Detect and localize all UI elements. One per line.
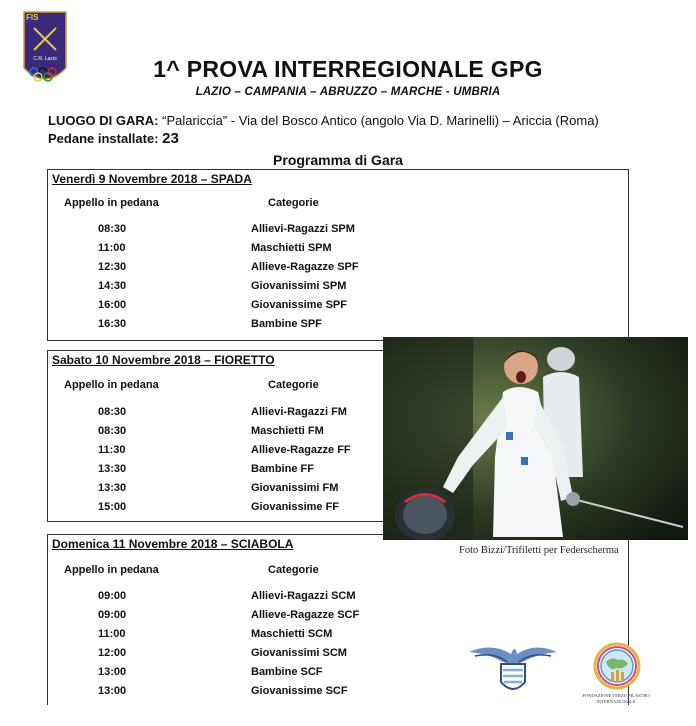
row-category: Giovanissime FF	[251, 501, 340, 513]
col-head-time: Appello in pedana	[64, 197, 159, 209]
fondazione-text: FONDAZIONE TERZO PILASTRO INTERNAZIONALE	[582, 693, 650, 704]
row-time: 13:30	[98, 482, 127, 494]
row-category: Allievi-Ragazzi SPM	[251, 223, 355, 235]
row-category: Maschietti SCM	[251, 628, 333, 640]
row-time: 13:00	[98, 666, 127, 678]
row-category: Giovanissimi SPM	[251, 280, 347, 292]
row-category: Giovanissimi SCM	[251, 647, 347, 659]
row-time: 08:30	[98, 223, 127, 235]
row-time: 08:30	[98, 406, 127, 418]
programma-title: Programma di Gara	[273, 152, 403, 168]
page-subtitle: LAZIO – CAMPANIA – ABRUZZO – MARCHE - UMBRIA	[195, 86, 501, 98]
row-time: 15:00	[98, 501, 127, 513]
row-category: Allievi-Ragazzi SCM	[251, 590, 356, 602]
row-category: Giovanissimi FM	[251, 482, 339, 494]
photo-caption: Foto Bizzi/Trifiletti per Federscherma	[459, 545, 619, 556]
row-category: Bambine FF	[251, 463, 314, 475]
venue-line	[48, 113, 599, 128]
fencer-photo-illustration	[383, 337, 688, 540]
row-category: Bambine SCF	[251, 666, 323, 678]
fencer-photo	[383, 337, 688, 540]
row-time: 09:00	[98, 590, 127, 602]
row-category: Maschietti FM	[251, 425, 324, 437]
row-category: Allievi-Ragazzi FM	[251, 406, 347, 418]
row-time: 13:30	[98, 463, 127, 475]
venue-label: LUOGO DI GARA:	[48, 113, 159, 128]
col-head-category: Categorie	[268, 564, 319, 576]
pedane-line	[48, 130, 179, 147]
day-header: Venerdì 9 Novembre 2018 – SPADA	[52, 172, 252, 186]
fis-logo-text: FIS	[26, 13, 39, 22]
row-category: Allieve-Ragazze SPF	[251, 261, 359, 273]
col-head-time: Appello in pedana	[64, 379, 159, 391]
row-category: Bambine SPF	[251, 318, 322, 330]
day-header: Sabato 10 Novembre 2018 – FIORETTO	[52, 353, 275, 367]
col-head-time: Appello in pedana	[64, 564, 159, 576]
venue-value: “Palariccia” - Via del Bosco Antico (angolo Via D. Marinelli) – Ariccia (Roma)	[162, 113, 599, 128]
pedane-label: Pedane installate:	[48, 131, 159, 146]
eagle-logo	[467, 640, 559, 698]
col-head-category: Categorie	[268, 379, 319, 391]
day-header: Domenica 11 Novembre 2018 – SCIABOLA	[52, 537, 294, 551]
row-time: 16:00	[98, 299, 127, 311]
day-box-spada	[47, 169, 629, 341]
pedane-value: 23	[162, 130, 179, 147]
row-time: 13:00	[98, 685, 127, 697]
row-time: 08:30	[98, 425, 127, 437]
row-category: Allieve-Ragazze SCF	[251, 609, 360, 621]
row-time: 09:00	[98, 609, 127, 621]
row-category: Giovanissime SCF	[251, 685, 348, 697]
row-time: 12:30	[98, 261, 127, 273]
page-title: 1^ PROVA INTERREGIONALE GPG	[153, 56, 543, 82]
fis-logo-label: C.R. Lazio	[33, 56, 57, 62]
row-time: 11:30	[98, 444, 126, 456]
col-head-category: Categorie	[268, 197, 319, 209]
row-category: Maschietti SPM	[251, 242, 332, 254]
row-time: 11:00	[98, 628, 126, 640]
row-time: 12:00	[98, 647, 127, 659]
row-category: Giovanissime SPF	[251, 299, 347, 311]
row-time: 16:30	[98, 318, 127, 330]
row-category: Allieve-Ragazze FF	[251, 444, 351, 456]
row-time: 11:00	[98, 242, 126, 254]
row-time: 14:30	[98, 280, 127, 292]
